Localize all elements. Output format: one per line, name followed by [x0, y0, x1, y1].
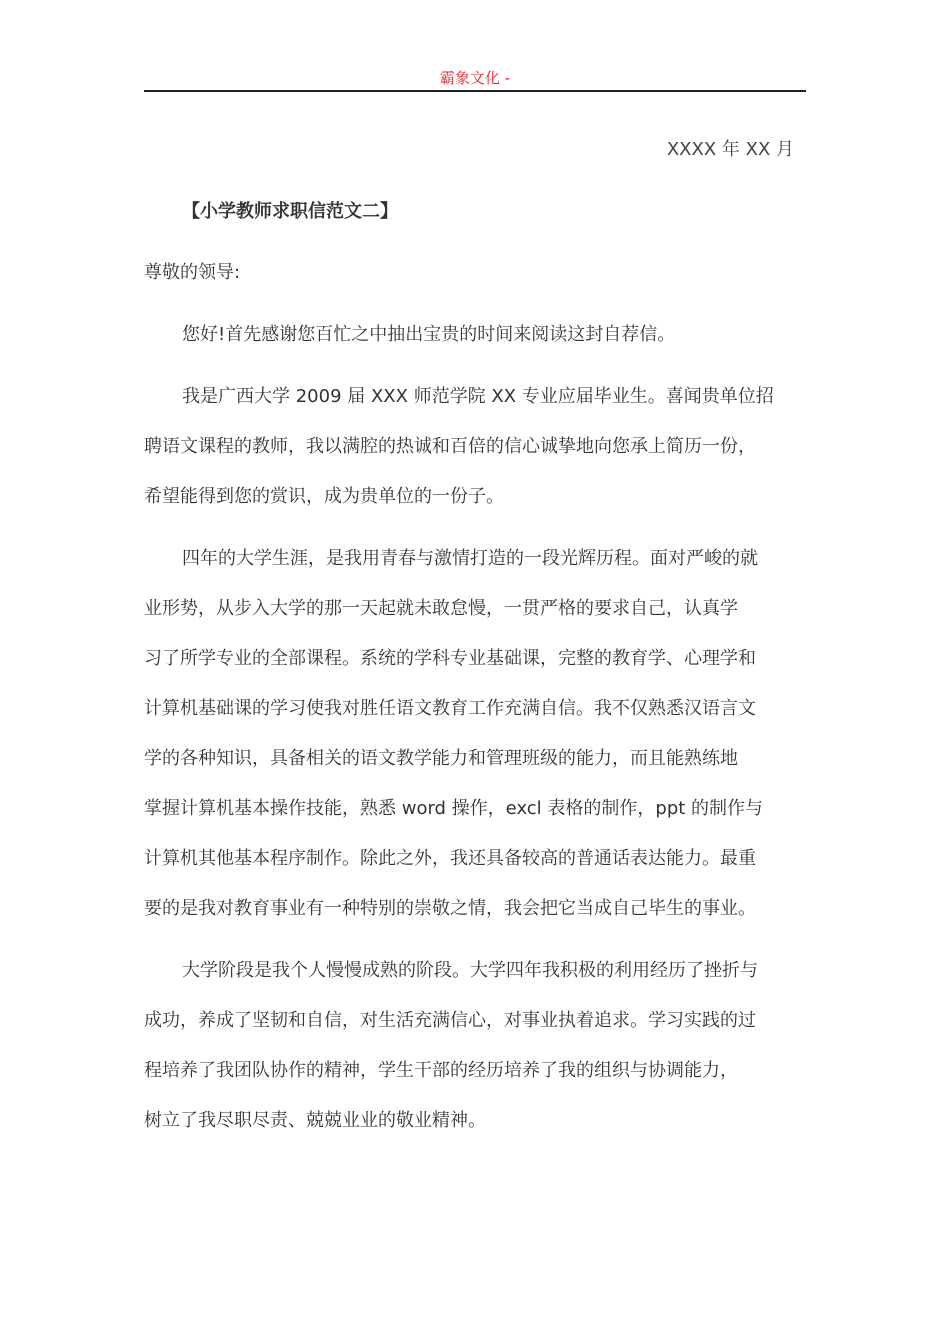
letter-date: XXXX 年 XX 月 [666, 139, 794, 160]
paragraph-line: 学的各种知识，具备相关的语文教学能力和管理班级的能力，而且能熟练地 [144, 748, 738, 769]
paragraph [144, 534, 806, 934]
paragraph-line: 成功，养成了坚韧和自信，对生活充满信心，对事业执着追求。学习实践的过 [144, 1010, 756, 1031]
paragraph-line: 四年的大学生涯，是我用青春与激情打造的一段光辉历程。面对严峻的就 [182, 548, 758, 569]
salutation: 尊敬的领导: [144, 262, 241, 283]
paragraph [144, 372, 806, 522]
header-rule [144, 90, 806, 92]
paragraph-line: 计算机其他基本程序制作。除此之外，我还具备较高的普通话表达能力。最重 [144, 848, 756, 869]
letter-body [144, 310, 806, 1158]
paragraph-line: 树立了我尽职尽责、兢兢业业的敬业精神。 [144, 1110, 486, 1131]
paragraph-line: 掌握计算机基本操作技能，熟悉 word 操作，excl 表格的制作，ppt 的制作与 [144, 798, 764, 819]
paragraph-line: 大学阶段是我个人慢慢成熟的阶段。大学四年我积极的利用经历了挫折与 [182, 960, 758, 981]
paragraph-line: 您好!首先感谢您百忙之中抽出宝贵的时间来阅读这封自荐信。 [182, 324, 676, 345]
paragraph-line: 希望能得到您的赏识，成为贵单位的一份子。 [144, 486, 504, 507]
paragraph-line: 要的是我对教育事业有一种特别的崇敬之情，我会把它当成自己毕生的事业。 [144, 898, 756, 919]
paragraph-line: 计算机基础课的学习使我对胜任语文教育工作充满自信。我不仅熟悉汉语言文 [144, 698, 756, 719]
paragraph-line: 我是广西大学 2009 届 XXX 师范学院 XX 专业应届毕业生。喜闻贵单位招 [182, 386, 774, 407]
paragraph-line: 习了所学专业的全部课程。系统的学科专业基础课，完整的教育学、心理学和 [144, 648, 756, 669]
paragraph-line: 聘语文课程的教师，我以满腔的热诚和百倍的信心诚挚地向您承上简历一份， [144, 436, 756, 457]
paragraph-line: 业形势，从步入大学的那一天起就未敢怠慢，一贯严格的要求自己，认真学 [144, 598, 738, 619]
paragraph [144, 310, 806, 360]
document-title: 【小学教师求职信范文二】 [182, 201, 398, 222]
paragraph-line: 程培养了我团队协作的精神，学生干部的经历培养了我的组织与协调能力， [144, 1060, 738, 1081]
page-header: 霸象文化 - [439, 69, 511, 87]
paragraph [144, 946, 806, 1146]
